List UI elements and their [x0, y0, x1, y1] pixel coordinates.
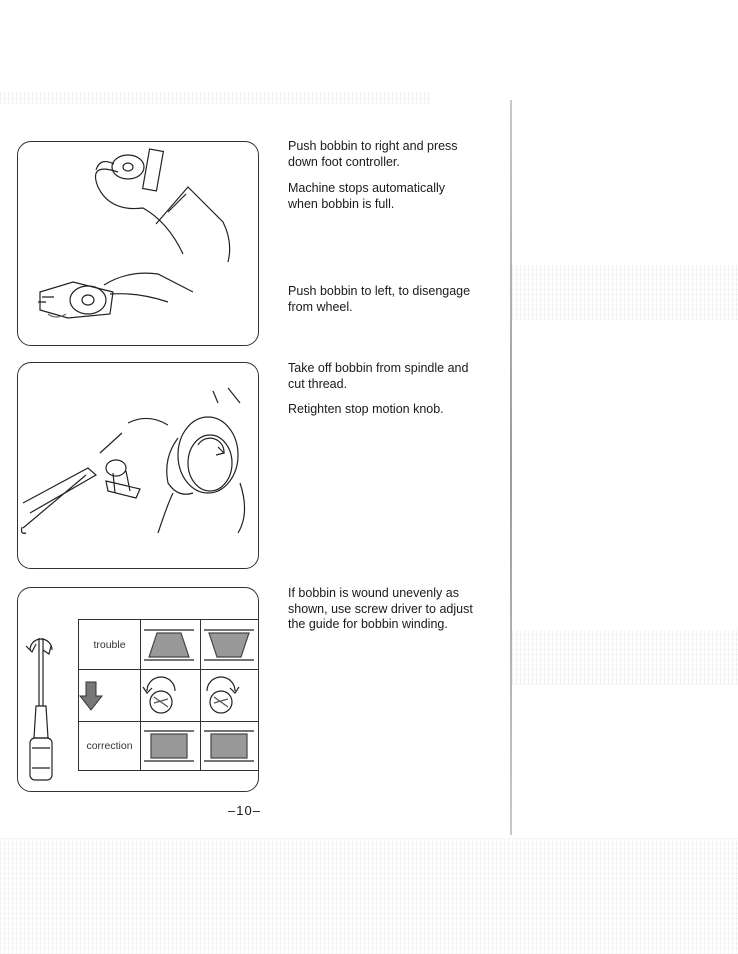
- scan-noise-right-2: [512, 630, 738, 685]
- rotate-clockwise-icon: [201, 670, 260, 722]
- illustration-panel-cut-thread: [17, 362, 259, 569]
- bobbin-adjustment-table: [78, 619, 259, 771]
- illustration-panel-adjust-guide: [17, 587, 259, 792]
- bobbin-uneven-bottom-icon: [201, 620, 260, 670]
- instruction-step-5: Retighten stop motion knob.: [288, 402, 444, 416]
- illustration-panel-bobbin-winding: [17, 141, 259, 346]
- instruction-step-2: Machine stops automatically when bobbin is full.: [288, 181, 446, 211]
- instruction-step-4: Take off bobbin from spindle and cut thread.: [288, 361, 469, 391]
- instruction-step-6: If bobbin is wound unevenly as shown, use screw driver to adjust the guide for bobbin winding.: [288, 586, 473, 631]
- instruction-step-3: Push bobbin to left, to disengage from wheel.: [288, 284, 471, 314]
- scan-noise-top: [0, 92, 430, 104]
- cut-thread-illustration: [18, 363, 258, 568]
- bobbin-even-icon-1: [141, 722, 201, 771]
- bobbin-uneven-top-icon: [141, 620, 201, 670]
- instruction-step-1: Push bobbin to right and press down foot controller.: [288, 139, 458, 169]
- page-edge-rule: [510, 100, 512, 835]
- bobbin-winding-illustration: [18, 142, 258, 345]
- row-label-correction: correction: [79, 722, 141, 771]
- scan-noise-bottom: [0, 838, 738, 954]
- rotate-counterclockwise-icon: [141, 670, 201, 722]
- row-label-trouble: trouble: [79, 620, 141, 670]
- arrow-down-icon: [79, 670, 141, 722]
- scan-noise-right-1: [512, 265, 738, 320]
- page-number: –10–: [228, 803, 261, 818]
- bobbin-even-icon-2: [201, 722, 260, 771]
